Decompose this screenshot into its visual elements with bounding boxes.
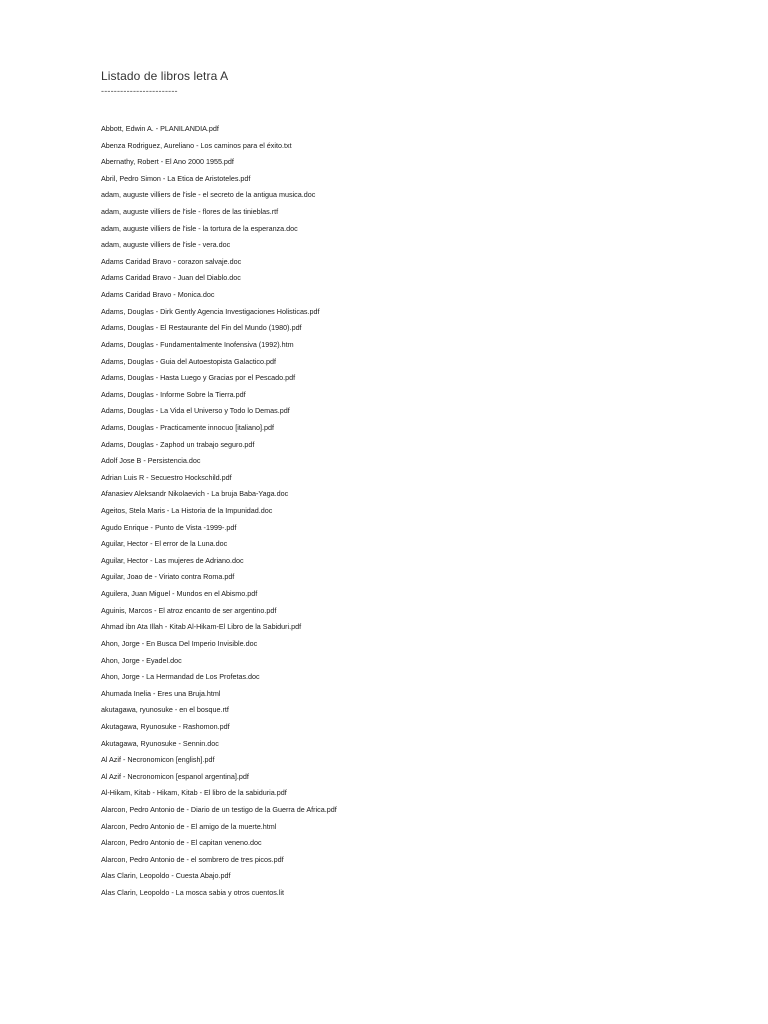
list-item: Ahon, Jorge - En Busca Del Imperio Invisible.doc (101, 638, 258, 648)
list-item: Adams, Douglas - Informe Sobre la Tierra.pdf (101, 389, 246, 399)
list-item: Aguinis, Marcos - El atroz encanto de ser argentino.pdf (101, 605, 277, 615)
list-item: Abril, Pedro Simon - La Etica de Aristoteles.pdf (101, 173, 251, 183)
list-item: Ageitos, Stela Maris - La Historia de la Impunidad.doc (101, 506, 273, 516)
list-item: Adams, Douglas - Practicamente innocuo [italiano].pdf (101, 422, 274, 432)
list-item: Abernathy, Robert - El Ano 2000 1955.pdf (101, 157, 234, 167)
book-list (101, 121, 337, 902)
list-item: Adams, Douglas - Guia del Autoestopista Galactico.pdf (101, 356, 276, 366)
list-item: akutagawa, ryunosuke - en el bosque.rtf (101, 705, 229, 715)
list-item: Akutagawa, Ryunosuke - Sennin.doc (101, 738, 219, 748)
list-item: adam, auguste villiers de l'isle - la tortura de la esperanza.doc (101, 223, 298, 233)
list-item: Adams Caridad Bravo - Monica.doc (101, 290, 215, 300)
list-item: adam, auguste villiers de l'isle - vera.doc (101, 240, 231, 250)
list-item: Adams Caridad Bravo - corazon salvaje.doc (101, 256, 242, 266)
list-item: Adams, Douglas - Fundamentalmente Inofensiva (1992).htm (101, 339, 294, 349)
list-item: Adams, Douglas - La Vida el Universo y Todo lo Demas.pdf (101, 406, 290, 416)
list-item: Alas Clarin, Leopoldo - La mosca sabia y otros cuentos.lit (101, 888, 284, 898)
list-item: Akutagawa, Ryunosuke - Rashomon.pdf (101, 721, 230, 731)
list-item: Ahon, Jorge - Eyadel.doc (101, 655, 182, 665)
list-item: Ahumada Inelia - Eres una Bruja.html (101, 688, 221, 698)
list-item: Abenza Rodriguez, Aureliano - Los caminos para el éxito.txt (101, 140, 292, 150)
list-item: Alarcon, Pedro Antonio de - El capitan veneno.doc (101, 838, 262, 848)
list-item: Al Azif - Necronomicon [english].pdf (101, 755, 215, 765)
list-item: Alarcon, Pedro Antonio de - El amigo de la muerte.html (101, 821, 277, 831)
list-item: Aguilar, Hector - El error de la Luna.doc (101, 539, 228, 549)
list-item: Adolf Jose B - Persistencia.doc (101, 456, 201, 466)
list-item: Adams, Douglas - Dirk Gently Agencia Investigaciones Holisticas.pdf (101, 306, 320, 316)
list-item: Aguilar, Joao de - Viriato contra Roma.pdf (101, 572, 235, 582)
list-item: Adams, Douglas - Zaphod un trabajo seguro.pdf (101, 439, 255, 449)
list-item: Alarcon, Pedro Antonio de - Diario de un testigo de la Guerra de Africa.pdf (101, 804, 337, 814)
list-item: Adrian Luis R - Secuestro Hockschild.pdf (101, 472, 232, 482)
list-item: Adams, Douglas - Hasta Luego y Gracias por el Pescado.pdf (101, 373, 296, 383)
list-item: Ahmad ibn Ata Illah - Kitab Al-Hikam-El Libro de la Sabiduri.pdf (101, 622, 302, 632)
list-item: Afanasiev Aleksandr Nikolaevich - La bruja Baba-Yaga.doc (101, 489, 289, 499)
list-item: Abbott, Edwin A. - PLANILANDIA.pdf (101, 124, 219, 133)
list-item: Al Azif - Necronomicon [espanol argentina].pdf (101, 771, 249, 781)
list-item: Adams Caridad Bravo - Juan del Diablo.doc (101, 273, 241, 283)
list-item: Agudo Enrique - Punto de Vista -1999-.pdf (101, 522, 237, 532)
list-item: Aguilera, Juan Miguel - Mundos en el Abismo.pdf (101, 589, 258, 599)
document-title: Listado de libros letra A (101, 69, 229, 83)
list-item: Alarcon, Pedro Antonio de - el sombrero de tres picos.pdf (101, 854, 284, 864)
list-item: Al-Hikam, Kitab - Hikam, Kitab - El libro de la sabiduria.pdf (101, 788, 287, 798)
list-item: Aguilar, Hector - Las mujeres de Adriano.doc (101, 555, 244, 565)
list-item: adam, auguste villiers de l'isle - flores de las tinieblas.rtf (101, 207, 279, 217)
list-item: Ahon, Jorge - La Hermandad de Los Profetas.doc (101, 672, 260, 682)
list-item: Adams, Douglas - El Restaurante del Fin del Mundo (1980).pdf (101, 323, 302, 333)
list-item: adam, auguste villiers de l'isle - el secreto de la antigua musica.doc (101, 190, 316, 200)
list-item: Alas Clarin, Leopoldo - Cuesta Abajo.pdf (101, 871, 231, 881)
title-underline: ------------------------ (101, 86, 178, 96)
